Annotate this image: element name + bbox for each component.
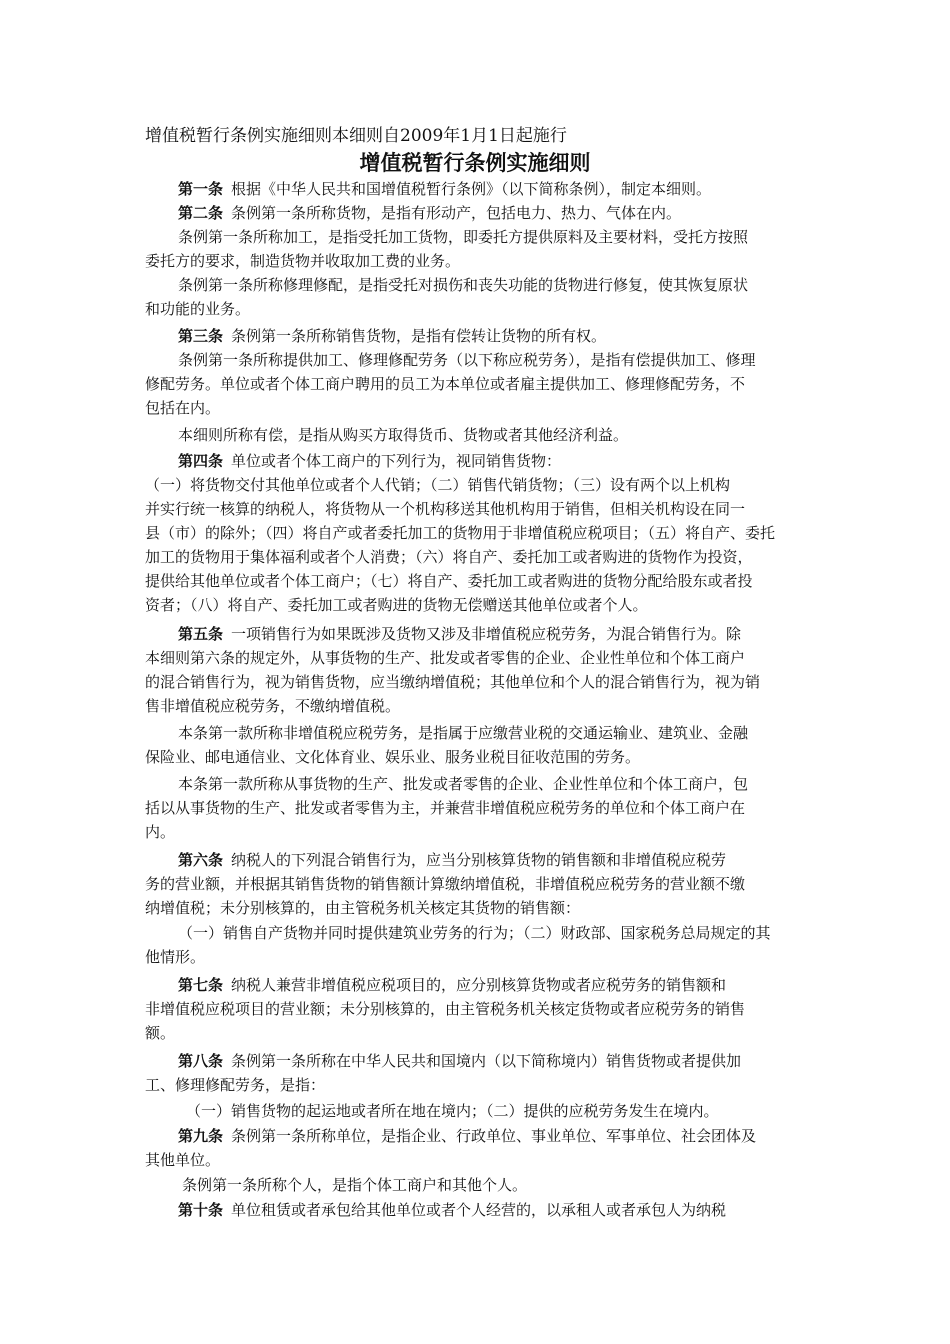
article-text: 条例第一条所称在中华人民共和国境内（以下简称境内）销售货物或者提供加 (231, 1052, 742, 1070)
paragraph-line: 提供给其他单位或者个体工商户；（七）将自产、委托加工或者购进的货物分配给股东或者投 (145, 572, 753, 590)
article-number: 第九条 (178, 1127, 224, 1145)
document-title: 增值税暂行条例实施细则 (359, 151, 591, 175)
article-3 (178, 324, 606, 348)
paragraph-line: 修配劳务。单位或者个体工商户聘用的员工为本单位或者雇主提供加工、修理修配劳务，不 (145, 375, 746, 393)
article-text: 纳税人的下列混合销售行为，应当分别核算货物的销售额和非增值税应税劳 (231, 851, 727, 869)
article-text: 条例第一条所称货物，是指有形动产，包括电力、热力、气体在内。 (231, 204, 682, 222)
paragraph-line: 本条第一款所称非增值税应税劳务，是指属于应缴营业税的交通运输业、建筑业、金融 (178, 724, 749, 742)
article-number: 第八条 (178, 1052, 224, 1070)
article-10 (178, 1198, 726, 1222)
article-text: 单位租赁或者承包给其他单位或者个人经营的，以承租人或者承包人为纳税 (231, 1201, 727, 1219)
paragraph-line: 包括在内。 (145, 399, 221, 417)
article-text: 条例第一条所称销售货物，是指有偿转让货物的所有权。 (231, 327, 607, 345)
paragraph-line: （一）销售货物的起运地或者所在地在境内；（二）提供的应税劳务发生在境内。 (186, 1102, 719, 1120)
article-number: 第四条 (178, 452, 224, 470)
paragraph-line: 加工的货物用于集体福利或者个人消费；（六）将自产、委托加工或者购进的货物作为投资， (145, 548, 753, 566)
article-number: 第十条 (178, 1201, 224, 1219)
paragraph-line: 其他单位。 (145, 1151, 221, 1169)
paragraph-line: 条例第一条所称个人，是指个体工商户和其他个人。 (182, 1176, 528, 1194)
article-6 (178, 848, 726, 872)
paragraph-line: （一）销售自产货物并同时提供建筑业劳务的行为；（二）财政部、国家税务总局规定的其 (178, 924, 771, 942)
paragraph-line: 条例第一条所称修理修配，是指受托对损伤和丧失功能的货物进行修复，使其恢复原状 (178, 276, 749, 294)
article-number: 第五条 (178, 625, 224, 643)
paragraph-line: 务的营业额，并根据其销售货物的销售额计算缴纳增值税，非增值税应税劳务的营业额不缴 (145, 875, 746, 893)
article-text: 根据《中华人民共和国增值税暂行条例》（以下简称条例），制定本细则。 (231, 180, 712, 198)
paragraph-line: 并实行统一核算的纳税人，将货物从一个机构移送其他机构用于销售，但相关机构设在同一 (145, 500, 746, 518)
article-text: 一项销售行为如果既涉及货物又涉及非增值税应税劳务，为混合销售行为。除 (231, 625, 742, 643)
article-5 (178, 622, 741, 646)
article-number: 第六条 (178, 851, 224, 869)
paragraph-line: （一）将货物交付其他单位或者个人代销；（二）销售代销货物；（三）设有两个以上机构 (145, 476, 731, 494)
paragraph-line: 资者；（八）将自产、委托加工或者购进的货物无偿赠送其他单位或者个人。 (145, 596, 648, 614)
paragraph-line: 额。 (145, 1024, 176, 1042)
article-text: 条例第一条所称单位，是指企业、行政单位、事业单位、军事单位、社会团体及 (231, 1127, 757, 1145)
article-7 (178, 973, 726, 997)
paragraph-line: 委托方的要求，制造货物并收取加工费的业务。 (145, 252, 461, 270)
paragraph-line: 纳增值税；未分别核算的，由主管税务机关核定其货物的销售额： (145, 899, 581, 917)
article-text: 纳税人兼营非增值税应税项目的，应分别核算货物或者应税劳务的销售额和 (231, 976, 727, 994)
article-4 (178, 449, 561, 473)
paragraph-line: 工、修理修配劳务，是指： (145, 1076, 326, 1094)
paragraph-line: 括以从事货物的生产、批发或者零售为主，并兼营非增值税应税劳务的单位和个体工商户在 (145, 799, 746, 817)
paragraph-line: 本细则第六条的规定外，从事货物的生产、批发或者零售的企业、企业性单位和个体工商户 (145, 649, 746, 667)
paragraph-line: 本条第一款所称从事货物的生产、批发或者零售的企业、企业性单位和个体工商户，包 (178, 775, 749, 793)
paragraph-line: 和功能的业务。 (145, 300, 251, 318)
paragraph-line: 售非增值税应税劳务，不缴纳增值税。 (145, 697, 401, 715)
paragraph-line: 非增值税应税项目的营业额；未分别核算的，由主管税务机关核定货物或者应税劳务的销售 (145, 1000, 746, 1018)
article-number: 第三条 (178, 327, 224, 345)
paragraph-line: 县（市）的除外；（四）将自产或者委托加工的货物用于非增值税应税项目；（五）将自产、委托 (145, 524, 776, 542)
paragraph-line: 本细则所称有偿，是指从购买方取得货币、货物或者其他经济利益。 (178, 426, 629, 444)
document-heading: 增值税暂行条例实施细则本细则自2009年1月1日起施行 (145, 126, 567, 146)
article-9 (178, 1124, 756, 1148)
article-number: 第一条 (178, 180, 224, 198)
article-8 (178, 1049, 741, 1073)
paragraph-line: 条例第一条所称提供加工、修理修配劳务（以下称应税劳务），是指有偿提供加工、修理 (178, 351, 756, 369)
article-number: 第七条 (178, 976, 224, 994)
paragraph-line: 他情形。 (145, 948, 206, 966)
paragraph-line: 保险业、邮电通信业、文化体育业、娱乐业、服务业税目征收范围的劳务。 (145, 748, 641, 766)
article-1 (178, 177, 711, 201)
paragraph-line: 条例第一条所称加工，是指受托加工货物，即委托方提供原料及主要材料，受托方按照 (178, 228, 749, 246)
paragraph-line: 内。 (145, 823, 176, 841)
article-2 (178, 201, 681, 225)
paragraph-line: 的混合销售行为，视为销售货物，应当缴纳增值税；其他单位和个人的混合销售行为，视为销 (145, 673, 761, 691)
article-number: 第二条 (178, 204, 224, 222)
article-text: 单位或者个体工商户的下列行为，视同销售货物： (231, 452, 562, 470)
